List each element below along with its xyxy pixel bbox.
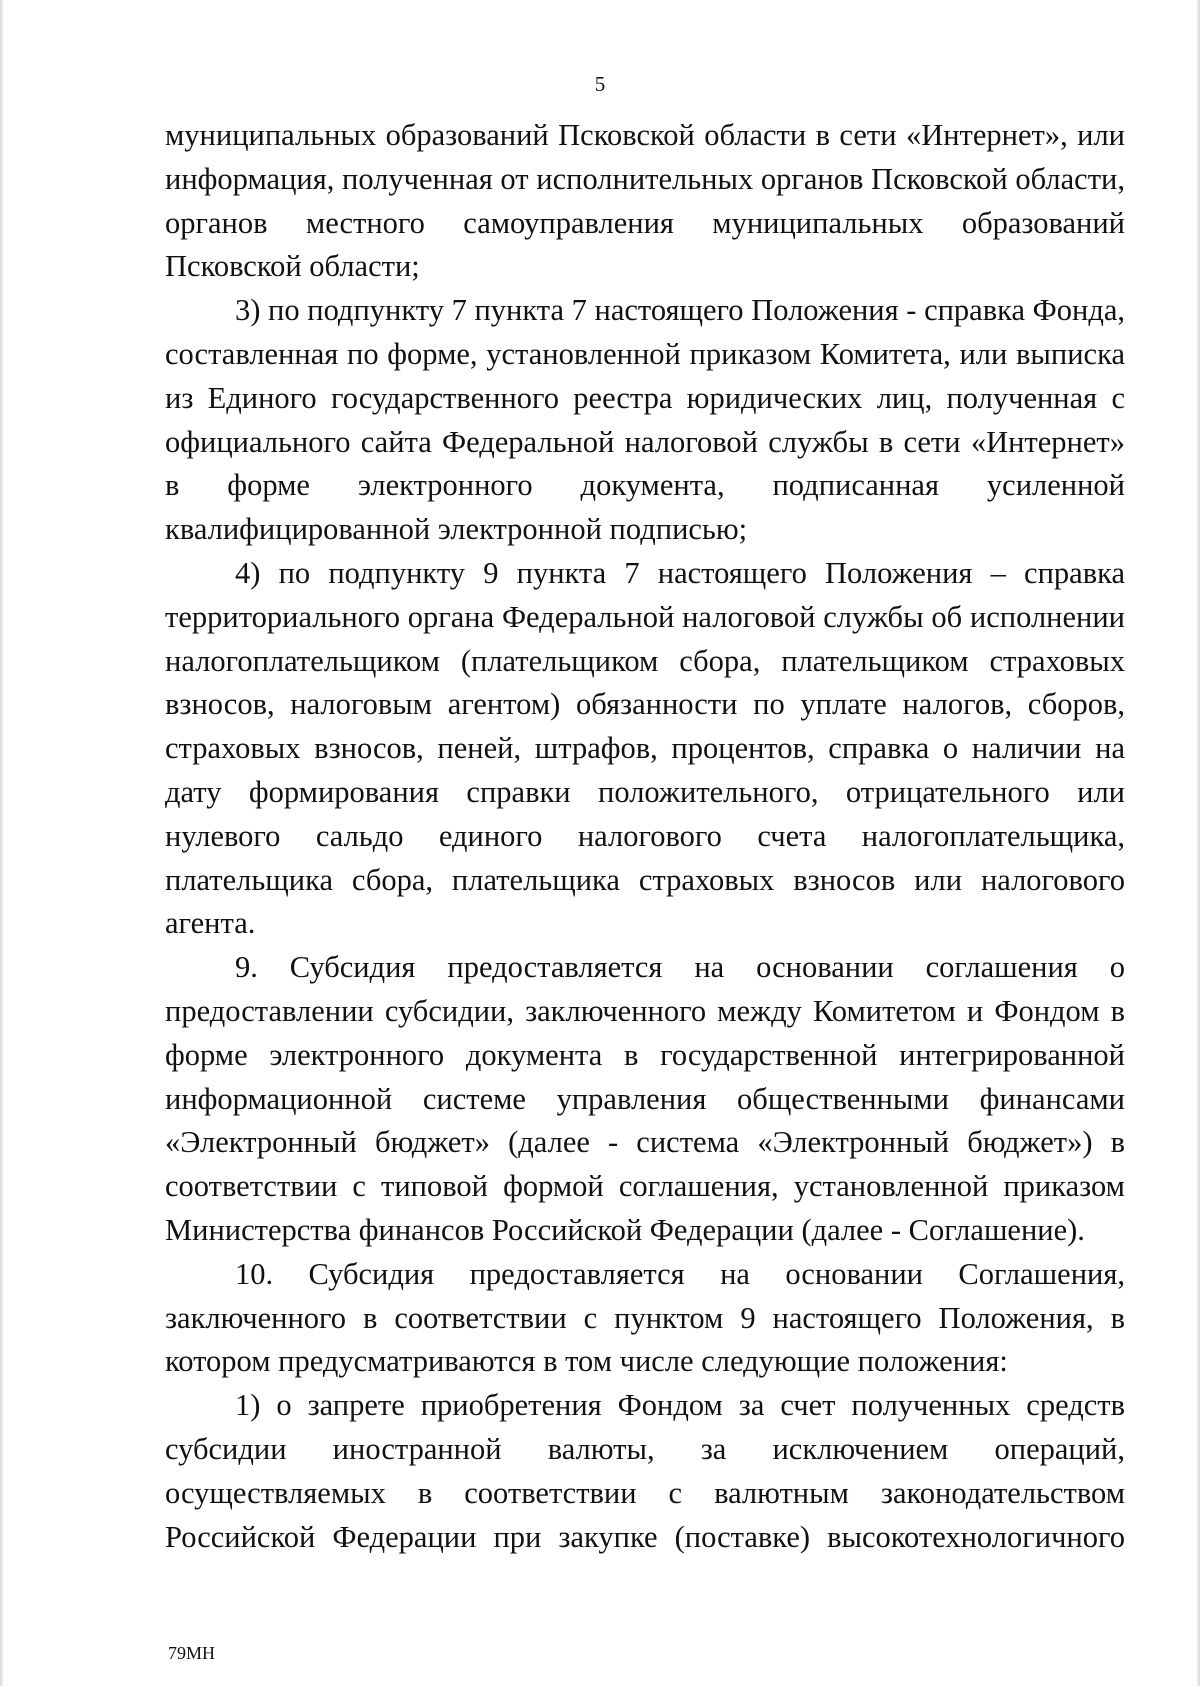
document-code: 79МН <box>168 1643 216 1663</box>
paragraph-continuation: муниципальных образований Псковской области в сети «Интернет», или информация, полученная от исполнительных органов Псковской области, органов местного самоуправления муниципальных образований Псковской области; <box>165 118 1125 284</box>
document-body <box>165 114 1125 1559</box>
scan-edge-right <box>1196 0 1200 1686</box>
paragraph-item-4: 4) по подпункту 9 пункта 7 настоящего Положения – справка территориального органа Федеральной налоговой службы об исполнении налогоплательщиком (плательщиком сбора, плательщиком страховых взносов, налоговым агентом) обязанности по уплате налогов, сборов, страховых взносов, пеней, штрафов, процентов, справка о наличии на дату формирования справки положительного, отрицательного или нулевого сальдо единого налогового счета налогоплательщика, плательщика сбора, плательщика страховых взносов или налогового агента. <box>165 555 1125 941</box>
paragraph-clause-9: 9. Субсидия предоставляется на основании соглашения о предоставлении субсидии, заключенного между Комитетом и Фондом в форме электронного документа в государственной интегрированной информационной системе управления общественными финансами «Электронный бюджет» (далее - система «Электронный бюджет») в соответствии с типовой формой соглашения, установленной приказом Министерства финансов Российской Федерации (далее - Соглашение). <box>165 950 1125 1247</box>
paragraph-item-3: 3) по подпункту 7 пункта 7 настоящего Положения - справка Фонда, составленная по форме, установленной приказом Комитета, или выписка из Единого государственного реестра юридических лиц, полученная с официального сайта Федеральной налоговой службы в сети «Интернет» в форме электронного документа, подписанная усиленной квалифицированной электронной подписью; <box>165 293 1125 547</box>
paragraph-clause-10: 10. Субсидия предоставляется на основании Соглашения, заключенного в соответствии с пунктом 9 настоящего Положения, в котором предусматриваются в том числе следующие положения: <box>165 1256 1125 1379</box>
paragraph-clause-10-item-1: 1) о запрете приобретения Фондом за счет полученных средств субсидии иностранной валюты, за исключением операций, осуществляемых в соответствии с валютным законодательством Российской Федерации при закупке (поставке) высокотехнологичного <box>165 1388 1125 1554</box>
page-number: 5 <box>594 72 606 96</box>
scan-edge-left <box>0 0 4 1686</box>
